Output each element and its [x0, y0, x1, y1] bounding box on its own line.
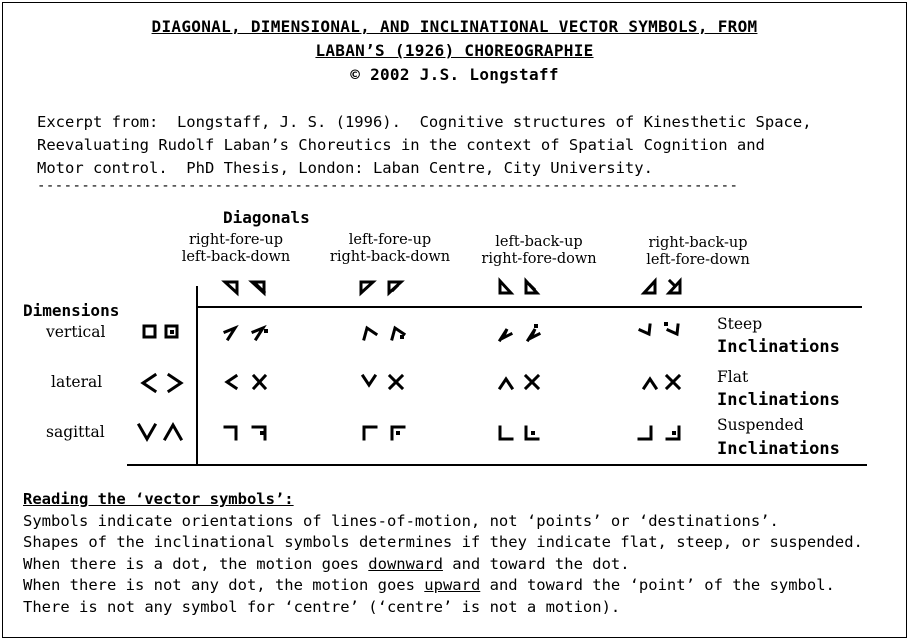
reading-line-4-upward: upward [424, 576, 481, 594]
flat-symbol-8 [667, 376, 679, 388]
diagonal-column-2-top: left-fore-up [348, 232, 432, 248]
reading-line-4-end: and toward the ‘point’ of the symbol. [480, 576, 835, 594]
reading-line-1: Symbols indicate orientations of lines-of-motion, not ‘points’ or ‘destinations’. [23, 511, 779, 530]
dimensions-heading: Dimensions [23, 301, 120, 320]
row-label-lateral: lateral [51, 373, 103, 391]
dimension-symbol-vertical-up [144, 326, 155, 337]
suspended-symbol-2-dot [260, 431, 264, 435]
title-line-2: LABAN’S (1926) CHOREOGRAPHIE [315, 41, 594, 60]
diagonal-column-4-bottom: left-fore-down [646, 252, 750, 268]
excerpt-line-1: Excerpt from: Longstaff, J. S. (1996). Cognitive structures of Kinesthetic Space, [37, 113, 812, 131]
reading-line-4-start: When there is not any dot, the motion goes [23, 576, 425, 594]
steep-symbol-4-dot [400, 335, 404, 339]
steep-symbol-8-dot [664, 322, 668, 326]
diagonal-symbol-left-back-down [252, 282, 264, 293]
reading-line-3 [23, 554, 863, 576]
diagonal-column-3-top: left-back-up [495, 234, 583, 250]
reading-line-2: Shapes of the inclinational symbols determines if they indicate flat, steep, or suspended. [23, 533, 863, 551]
flat-symbol-6 [526, 376, 538, 388]
steep-symbol-3 [364, 328, 376, 339]
reading-line-4 [23, 575, 863, 597]
title-line-1: DIAGONAL, DIMENSIONAL, AND INCLINATIONAL VECTOR SYMBOLS, FROM [151, 17, 758, 36]
diagonals-heading: Diagonals [223, 208, 310, 227]
flat-symbol-1 [227, 376, 236, 388]
excerpt-line-3: Motor control. PhD Thesis, London: Laban Centre, City University. [37, 159, 653, 177]
steep-symbol-2-dot [264, 329, 268, 333]
dashed-divider: ------------------------------------------------------------------------------- [37, 178, 739, 194]
diagonal-column-2-bottom: right-back-down [329, 249, 451, 265]
steep-inclinations-label: Inclinations [717, 337, 840, 357]
flat-symbol-4 [390, 376, 402, 388]
diagonal-symbol-left-fore-down [669, 281, 680, 293]
reading-line-3-end: and toward the dot. [442, 554, 630, 573]
steep-symbol-7 [640, 325, 650, 334]
dimension-symbol-lateral-left [143, 375, 155, 391]
diagonal-symbol-right-back-up [644, 281, 655, 293]
steep-symbol-1 [225, 328, 235, 339]
flat-symbol-2 [254, 376, 265, 388]
dimension-symbol-sagittal-back [165, 425, 181, 439]
flat-symbol-3 [363, 376, 375, 385]
suspended-inclinations-label: Inclinations [717, 439, 840, 459]
copyright-line: © 2002 J.S. Longstaff [350, 65, 559, 84]
flat-inclinations-label: Inclinations [717, 390, 840, 410]
steep-symbol-5 [500, 329, 511, 340]
dimension-vertical-down-dot [170, 330, 174, 334]
flat-label: Flat [717, 368, 749, 386]
diagonal-symbol-right-fore-down [526, 281, 537, 293]
steep-symbol-6 [528, 329, 539, 340]
diagonal-column-3-bottom: right-fore-down [481, 251, 597, 267]
diagonal-symbol-left-fore-up [361, 282, 373, 293]
suspended-symbol-8-dot [672, 431, 676, 435]
suspended-label: Suspended [717, 416, 804, 434]
diagonal-column-4-top: right-back-up [648, 235, 748, 251]
suspended-symbol-6-dot [531, 431, 535, 435]
flat-symbol-5 [500, 379, 512, 388]
dimension-symbol-sagittal-fore [139, 425, 155, 439]
suspended-symbol-7 [639, 427, 651, 439]
diagonal-column-1-bottom: left-back-down [181, 249, 291, 265]
page [2, 2, 907, 638]
steep-symbol-6-dot [534, 324, 538, 328]
reading-heading: Reading the ‘vector symbols’: [23, 490, 294, 508]
row-label-sagittal: sagittal [46, 423, 105, 441]
diagonal-symbol-left-back-up [500, 281, 511, 293]
steep-label: Steep [717, 315, 763, 333]
reading-section [23, 489, 863, 618]
dimension-symbol-lateral-right [169, 375, 181, 391]
reading-line-3-downward: downward [368, 554, 443, 573]
steep-symbol-8 [668, 325, 678, 334]
suspended-symbol-3 [364, 427, 376, 439]
excerpt-line-2: Reevaluating Rudolf Laban’s Choreutics in the context of Spatial Cognition and [37, 136, 765, 154]
reading-line-5: There is not any symbol for ‘centre’ (‘centre’ is not a motion). [23, 597, 621, 616]
flat-symbol-7 [644, 379, 656, 388]
diagonal-symbol-right-fore-up [225, 282, 237, 293]
steep-symbol-2 [253, 328, 263, 339]
suspended-symbol-5 [500, 427, 512, 439]
row-label-vertical: vertical [46, 323, 106, 341]
diagonal-column-1-top: right-fore-up [188, 232, 284, 248]
suspended-symbol-4-dot [396, 431, 400, 435]
reading-line-3-start: When there is a dot, the motion goes [23, 554, 369, 573]
suspended-symbol-1 [225, 427, 236, 439]
diagonal-symbol-right-back-down [389, 282, 401, 293]
